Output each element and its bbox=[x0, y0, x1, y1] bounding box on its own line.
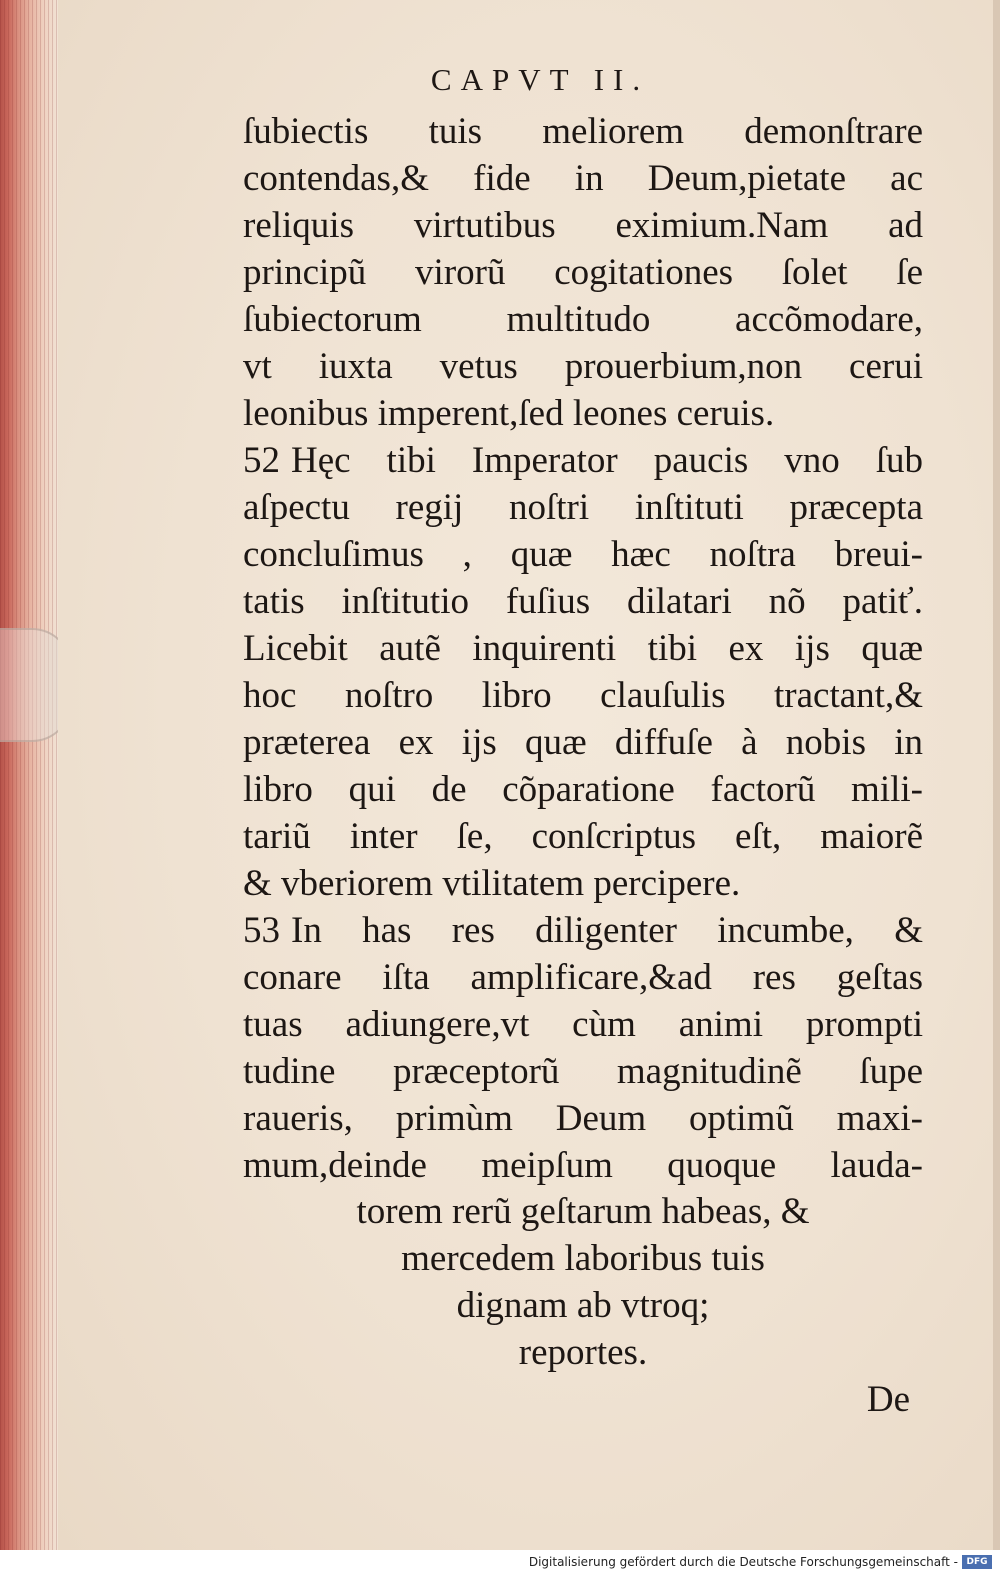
page-edge-red bbox=[0, 0, 58, 1550]
text-line bbox=[243, 954, 923, 1001]
text-line bbox=[243, 343, 923, 390]
section-number: 53 bbox=[243, 910, 280, 951]
line-text: ſubiectorum multitudo accõmodare, bbox=[243, 299, 923, 340]
text-line bbox=[243, 249, 923, 296]
catchword: De bbox=[866, 1379, 910, 1420]
line-text: aſpectu regij noſtri inſtituti præcepta bbox=[243, 487, 923, 528]
footer-credit: Digitalisierung gefördert durch die Deutsche Forschungsgemeinschaft - bbox=[528, 1555, 958, 1569]
line-text: hoc noſtro libro clauſulis tractant,& bbox=[243, 675, 923, 716]
section-number: 52 bbox=[243, 440, 280, 481]
text-line bbox=[243, 672, 923, 719]
closing-lines bbox=[243, 1188, 923, 1376]
line-text: leonibus imperent,ſed leones ceruis. bbox=[243, 393, 775, 434]
line-text: raueris, primùm Deum optimũ maxi- bbox=[243, 1098, 923, 1139]
text-line bbox=[243, 766, 923, 813]
line-text: libro qui de cõparatione factorũ mili- bbox=[243, 769, 923, 810]
line-text: Hęc tibi Imperator paucis vno ſub bbox=[291, 440, 923, 481]
line-text: conare iſta amplificare,&ad res geſtas bbox=[243, 957, 923, 998]
line-text: tudine præceptorũ magnitudinẽ ſupe bbox=[243, 1051, 923, 1092]
text-line bbox=[243, 155, 923, 202]
line-text: tatis inſtitutio fuſius dilatari nõ patiť. bbox=[243, 581, 923, 622]
text-line bbox=[243, 390, 923, 437]
text-line bbox=[243, 719, 923, 766]
right-page-edge bbox=[993, 0, 1000, 1550]
text-line bbox=[243, 1048, 923, 1095]
line-text: Licebit autẽ inquirenti tibi ex ijs quæ bbox=[243, 628, 923, 669]
line-text: concluſimus , quæ hæc noſtra breui- bbox=[243, 534, 923, 575]
line-text: & vberiorem vtilitatem percipere. bbox=[243, 863, 741, 904]
running-head: CAPVT II. bbox=[430, 62, 650, 97]
text-line bbox=[243, 108, 923, 155]
text-line bbox=[243, 202, 923, 249]
line-text: tuas adiungere,vt cùm animi prompti bbox=[243, 1004, 923, 1045]
text-line bbox=[243, 484, 923, 531]
line-text: vt iuxta vetus prouerbium,non cerui bbox=[243, 346, 923, 387]
text-line bbox=[243, 578, 923, 625]
closing-line: dignam ab vtroq; bbox=[456, 1285, 710, 1326]
footer-bar bbox=[0, 1550, 1000, 1574]
closing-line: torem rerũ geſtarum habeas, & bbox=[356, 1191, 810, 1232]
text-line bbox=[243, 531, 923, 578]
text-line bbox=[243, 1095, 923, 1142]
line-text: reliquis virtutibus eximium.Nam ad bbox=[243, 205, 923, 246]
text-line bbox=[243, 1142, 923, 1189]
line-text: contendas,& fide in Deum,pietate ac bbox=[243, 158, 923, 199]
line-text: principũ virorũ cogitationes ſolet ſe bbox=[243, 252, 923, 293]
text-line bbox=[243, 437, 923, 484]
dfg-logo-icon: DFG bbox=[962, 1555, 992, 1569]
line-text: ſubiectis tuis meliorem demonſtrare bbox=[243, 111, 923, 152]
text-line bbox=[243, 1001, 923, 1048]
text-line bbox=[243, 813, 923, 860]
line-text: In has res diligenter incumbe, & bbox=[291, 910, 923, 951]
text-line bbox=[243, 625, 923, 672]
line-text: tariũ inter ſe, conſcriptus eſt, maiorẽ bbox=[243, 816, 923, 857]
text-line bbox=[243, 860, 923, 907]
text-line bbox=[243, 907, 923, 954]
text-line bbox=[243, 296, 923, 343]
closing-line: mercedem laboribus tuis bbox=[401, 1238, 765, 1279]
body-text bbox=[243, 108, 923, 1189]
closing-line: reportes. bbox=[518, 1332, 648, 1373]
line-text: præterea ex ijs quæ diffuſe à nobis in bbox=[243, 722, 923, 763]
line-text: mum,deinde meipſum quoque lauda- bbox=[243, 1145, 923, 1186]
